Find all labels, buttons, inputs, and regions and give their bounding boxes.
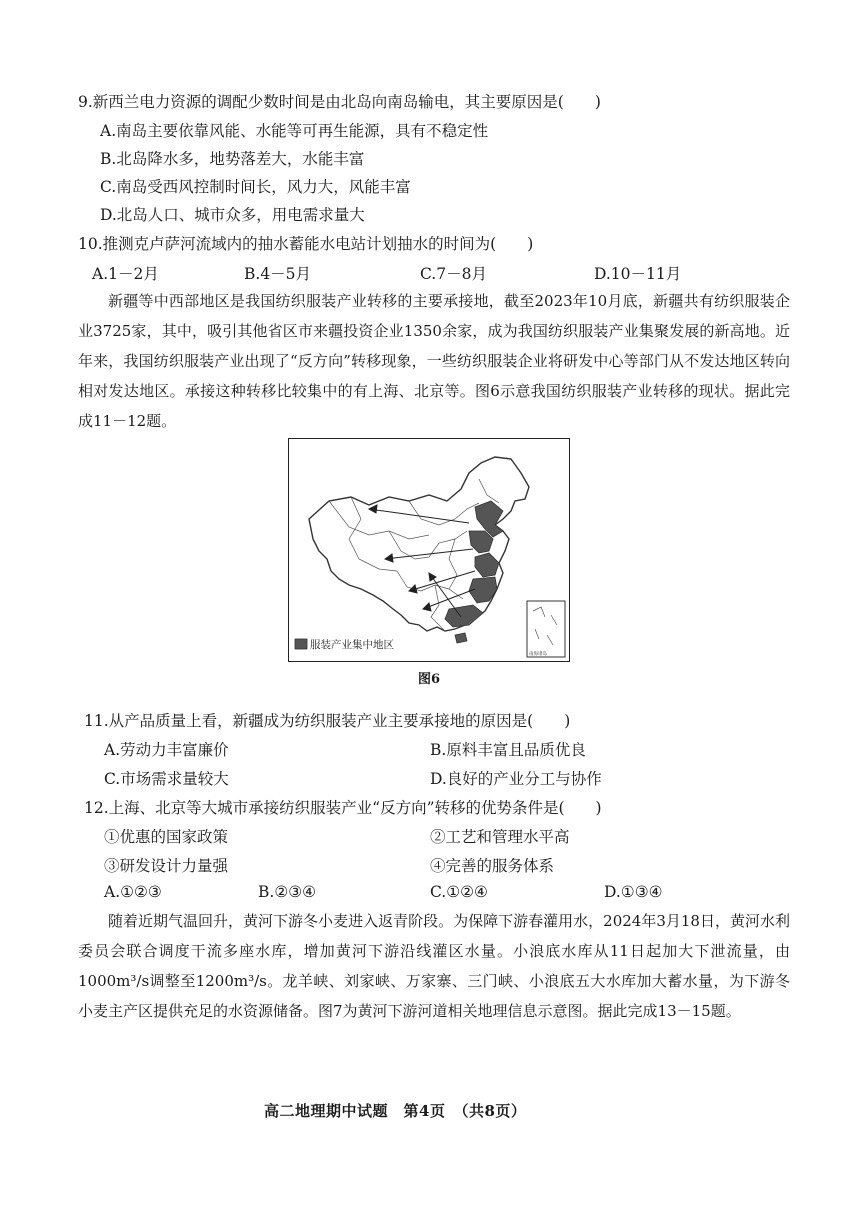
- region-south-coast: [445, 605, 483, 627]
- q9-stem: 9.新西兰电力资源的调配少数时间是由北岛向南岛输电，其主要原因是( ): [78, 93, 601, 111]
- q11-option-a: A.劳动力丰富廉价: [104, 741, 229, 759]
- q11-option-c: C.市场需求量较大: [104, 770, 229, 788]
- inset-label: 南海诸岛: [529, 652, 547, 657]
- q11-stem: 11.从产品质量上看，新疆成为纺织服装产业主要承接地的原因是( ): [84, 712, 571, 730]
- region-north-coast: [469, 531, 493, 553]
- page-footer: 高二地理期中试题 第4页 （共8页）: [264, 1102, 527, 1120]
- q12-stem: 12.上海、北京等大城市承接纺织服装产业“反方向”转移的优势条件是( ): [84, 799, 602, 817]
- region-east-coast: [475, 553, 499, 577]
- china-map-illustration: [289, 439, 569, 661]
- q12-item-1: ①优惠的国家政策: [104, 828, 229, 846]
- q10-option-d: D.10－11月: [594, 265, 682, 283]
- q11-option-b: B.原料丰富且品质优良: [430, 741, 586, 759]
- transfer-arrows: [369, 505, 475, 617]
- q12-item-2: ②工艺和管理水平高: [430, 828, 570, 846]
- south-sea-inset: [527, 601, 565, 657]
- q12-option-c: C.①②④: [430, 883, 488, 901]
- q10-option-a: A.1－2月: [92, 265, 159, 283]
- q12-option-a: A.①②③: [104, 883, 162, 901]
- q10-option-b: B.4－5月: [244, 265, 312, 283]
- q9-option-b: B.北岛降水多，地势落差大，水能丰富: [100, 150, 365, 168]
- q9-option-a: A.南岛主要依靠风能、水能等可再生能源，具有不稳定性: [100, 122, 489, 140]
- q10-option-c: C.7－8月: [420, 265, 487, 283]
- q12-option-b: B.②③④: [258, 883, 317, 901]
- q10-stem: 10.推测克卢萨河流域内的抽水蓄能水电站计划抽水的时间为( ): [78, 235, 534, 253]
- legend-swatch: [295, 639, 307, 649]
- figure6-caption: 图6: [418, 672, 441, 687]
- region-hainan: [455, 633, 467, 643]
- legend-label: 服装产业集中地区: [310, 639, 394, 651]
- passage-yellow-river: 随着近期气温回升，黄河下游冬小麦进入返青阶段。为保障下游春灌用水，2024年3月18日，黄河水利委员会联合调度干流多座水库，增加黄河下游沿线灌区水量。小浪底水库从11日起加大下泄流量，由1000m³/s调整至1200m³/s。龙羊峡、刘家峡、万家寨、三门峡、小浪底五大水库加大蓄水量，为下游冬小麦主产区提供充足的水资源储备。图7为黄河下游河道相关地理信息示意图。据此完成13－15题。: [78, 912, 790, 1020]
- q12-item-4: ④完善的服务体系: [430, 857, 555, 875]
- q9-option-d: D.北岛人口、城市众多，用电需求量大: [100, 206, 365, 224]
- q12-item-3: ③研发设计力量强: [104, 857, 229, 875]
- passage-textile: 新疆等中西部地区是我国纺织服装产业转移的主要承接地，截至2023年10月底，新疆共有纺织服装企业3725家，其中，吸引其他省区市来疆投资企业1350余家，成为我国纺织服装产业集聚发展的新高地。近年来，我国纺织服装产业出现了“反方向”转移现象，一些纺织服装企业将研发中心等部门从不发达地区转向相对发达地区。承接这种转移比较集中的有上海、北京等。图6示意我国纺织服装产业转移的现状。据此完成11－12题。: [78, 292, 790, 430]
- figure6-map: [288, 438, 570, 662]
- q12-option-d: D.①③④: [604, 883, 663, 901]
- q11-option-d: D.良好的产业分工与协作: [430, 770, 602, 788]
- q9-option-c: C.南岛受西风控制时间长，风力大，风能丰富: [100, 178, 411, 196]
